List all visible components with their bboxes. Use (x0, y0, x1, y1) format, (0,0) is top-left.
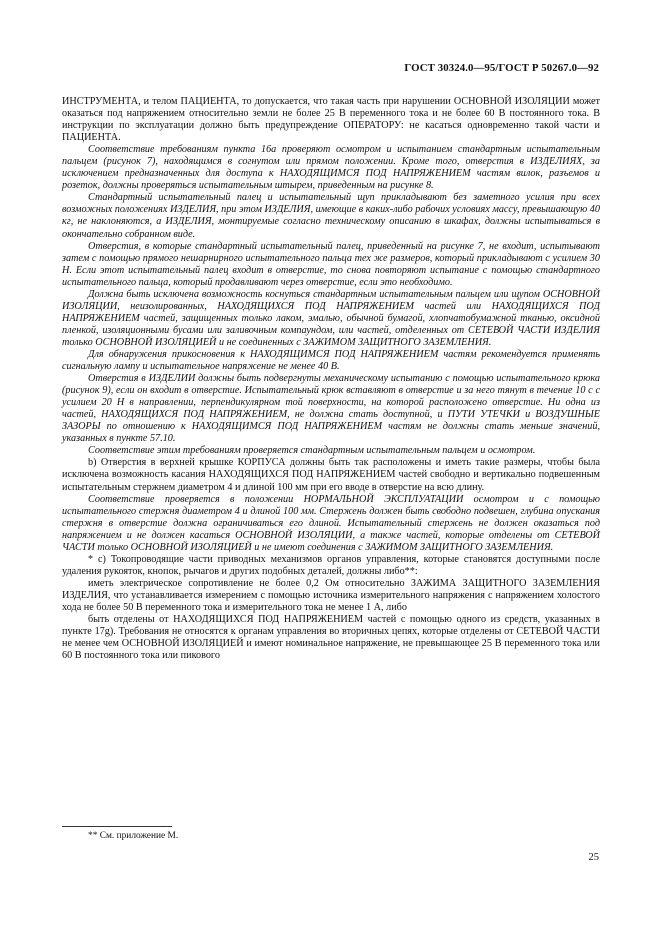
paragraph-8: Соответствие этим требованиям проверяется стандартным испытательным пальцем и осмотром. (88, 445, 536, 457)
paragraph-12: иметь электрическое сопротивление не более 0,2 Ом относительно ЗАЖИМА ЗАЩИТНОГО ЗАЗЕМЛЕНИЯ ИЗДЕЛИЯ, что устанавливается измерением с помощью источника измерительного напряжения с напряжением холостого хода не более 50 В переменного тока и измерительного тока не менее 1 А, либо (62, 577, 600, 613)
paragraph-11: * с) Токопроводящие части приводных механизмов органов управления, которые становятся доступными после удаления рукояток, кнопок, рычагов и других подобных деталей, должны либо**: (62, 553, 600, 577)
paragraph-3: Стандартный испытательный палец и испытательный щуп прикладывают без заметного усилия при всех возможных положениях ИЗДЕЛИЯ, при этом ИЗДЕЛИЯ, имеющие в каких-либо рабочих условиях массу, превышающую 40 кг, не наклоняются, а ИЗДЕЛИЯ, монтируемые согласно техническому описанию в шкафах, должны испытываться в окончательно собранном виде. (62, 192, 600, 240)
paragraph-10: Соответствие проверяется в положении НОРМАЛЬНОЙ ЭКСПЛУАТАЦИИ осмотром и с помощью испытательного стержня диаметром 4 и длиной 100 мм. Стержень должен быть свободно подвешен, глубина опускания стержня в отверстие должна ограничиваться его длиной. Испытательный стержень не должен оказаться под напряжением и не должен касаться ОСНОВНОЙ ИЗОЛЯЦИИ, а также частей, которые отделены от СЕТЕВОЙ ЧАСТИ только ОСНОВНОЙ ИЗОЛЯЦИЕЙ и не имеют соединения с ЗАЖИМОМ ЗАЩИТНОГО ЗАЗЕМЛЕНИЯ. (62, 493, 600, 553)
paragraph-6: Для обнаружения прикосновения к НАХОДЯЩИМСЯ ПОД НАПРЯЖЕНИЕМ частям рекомендуется применять сигнальную лампу и испытательное напряжение не менее 40 В. (62, 348, 600, 373)
paragraph-13: быть отделены от НАХОДЯЩИХСЯ ПОД НАПРЯЖЕНИЕМ частей с помощью одного из средств, указанных в пункте 17g). Требования не относятся к органам управления во вторичных цепях, которые отделены от СЕТЕВОЙ ЧАСТИ не менее чем ОСНОВНОЙ ИЗОЛЯЦИЕЙ и имеют номинальное напряжение, не превышающее 25 В переменного тока или 60 В постоянного тока или пикового (62, 614, 600, 662)
paragraph-1: ИНСТРУМЕНТА, и телом ПАЦИЕНТА, то допускается, что такая часть при нарушении ОСНОВНОЙ ИЗОЛЯЦИИ может оказаться под напряжением относительно земли не более 25 В переменного тока и не более 60 В постоянного тока. В инструкции по эксплуатации должно быть предупреждение ОПЕРАТОРУ: не касаться одновременно такой части и ПАЦИЕНТА. (62, 96, 600, 144)
footnote: ** См. приложение М. (88, 831, 179, 841)
paragraph-5: Должна быть исключена возможность коснуться стандартным испытательным пальцем или щупом ОСНОВНОЙ ИЗОЛЯЦИИ, неизолированных, НАХОДЯЩИХСЯ ПОД НАПРЯЖЕНИЕМ частей или НАХОДЯЩИХСЯ ПОД НАПРЯЖЕНИЕМ частей, защищенных только лаком, эмалью, обычной бумагой, хлопчатобумажной тканью, оксидной пленкой, изоляционными бусами или заливочным компаундом, или частей, отделенных от СЕТЕВОЙ ЧАСТИ ИЗДЕЛИЯ только ОСНОВНОЙ ИЗОЛЯЦИЕЙ и не соединенных с ЗАЖИМОМ ЗАЩИТНОГО ЗАЗЕМЛЕНИЯ. (62, 288, 600, 348)
standard-header: ГОСТ 30324.0—95/ГОСТ Р 50267.0—92 (404, 62, 599, 74)
paragraph-4: Отверстия, в которые стандартный испытательный палец, приведенный на рисунке 7, не входит, испытывают затем с помощью прямого нешарнирного испытательного пальца тех же размеров, который прикладывают с усилием 30 Н. Если этот испытательный палец входит в отверстие, то снова повторяют испытание с помощью стандартного испытательного пальца, который продавливают через отверстие, если это необходимо. (62, 240, 600, 288)
footnote-divider (62, 826, 172, 827)
paragraph-9: b) Отверстия в верхней крышке КОРПУСА должны быть так расположены и иметь такие размеры, чтобы была исключена возможность касания НАХОДЯЩИХСЯ ПОД НАПРЯЖЕНИЕМ частей свободно и вертикально подвешенным испытательным стержнем диаметром 4 и длиной 100 мм при его вводе в отверстие на всю длину. (62, 457, 600, 493)
paragraph-2: Соответствие требованиям пункта 16а проверяют осмотром и испытанием стандартным испытательным пальцем (рисунок 7), находящимся в согнутом или прямом положении. Кроме того, отверстия в ИЗДЕЛИЯХ, за исключением предназначенных для доступа к НАХОДЯЩИМСЯ ПОД НАПРЯЖЕНИЕМ частям вилок, разъемов и розеток, должны проверяться испытательным штырем, приведенным на рисунке 8. (62, 144, 600, 192)
page-number: 25 (588, 852, 599, 863)
document-body (62, 96, 600, 662)
paragraph-7: Отверстия в ИЗДЕЛИИ должны быть подвергнуты механическому испытанию с помощью испытательного крюка (рисунок 9), если он входит в отверстие. Испытательный крюк вставляют в отверстие и за него тянут в течение 10 с с усилием 20 Н в направлении, перпендикулярном той поверхности, на которой расположено отверстие. Ни одна из частей, НАХОДЯЩИХСЯ ПОД НАПРЯЖЕНИЕМ, не должна стать доступной, и ПУТИ УТЕЧКИ и ВОЗДУШНЫЕ ЗАЗОРЫ по отношению к НАХОДЯЩИМСЯ ПОД НАПРЯЖЕНИЕМ частям не должны стать меньше значений, указанных в пункте 57.10. (62, 373, 600, 445)
